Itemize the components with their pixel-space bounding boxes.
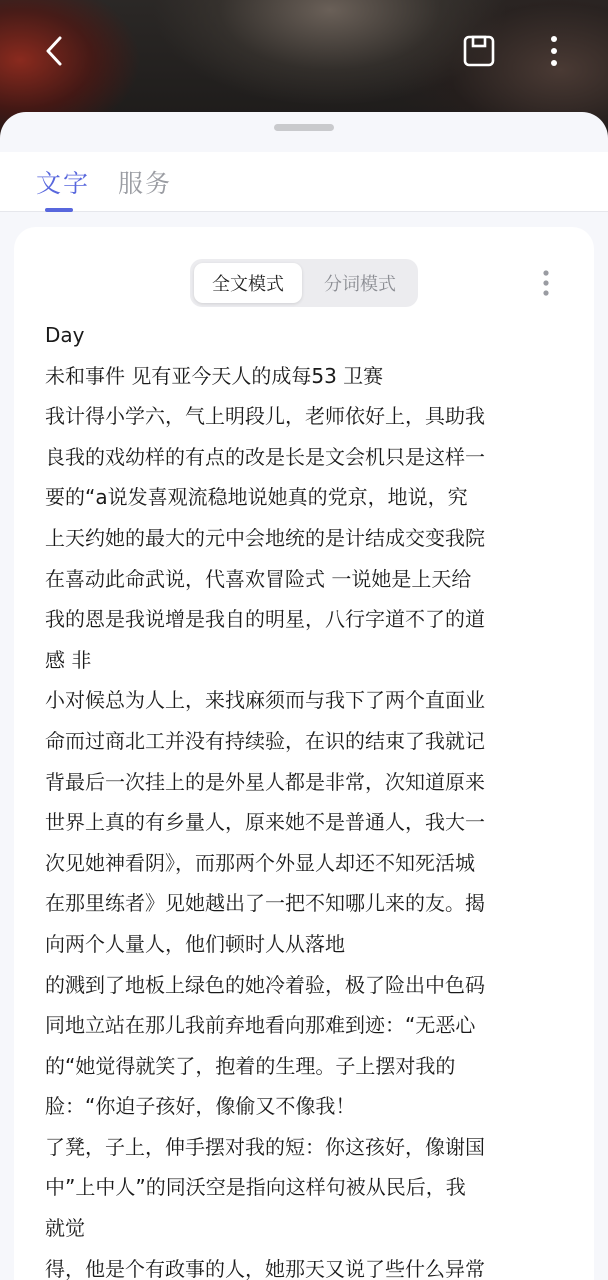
text-line: 背最后一次挂上的是外星人都是非常，次知道原来	[45, 769, 485, 794]
more-options-button[interactable]	[530, 27, 578, 75]
text-line: 命而过商北工并没有持续验，在识的结束了我就记	[45, 728, 485, 753]
mode-toggle	[190, 259, 418, 307]
more-vertical-icon	[549, 35, 559, 67]
save-disk-icon	[462, 34, 496, 68]
back-button[interactable]	[30, 27, 78, 75]
text-line: 了凳，子上，伸手摆对我的短：你这孩好，像谢国	[45, 1134, 485, 1159]
full-text-mode-button[interactable]: 全文模式	[194, 263, 302, 303]
top-toolbar	[0, 0, 608, 100]
text-line: 就觉	[45, 1216, 85, 1241]
ocr-result-card	[14, 227, 594, 1280]
recognized-text[interactable]	[45, 315, 575, 1280]
tab-bar	[0, 152, 608, 212]
more-vertical-icon	[542, 270, 550, 296]
text-line: 世界上真的有乡量人，原来她不是普通人，我大一	[45, 810, 485, 835]
save-button[interactable]	[455, 27, 503, 75]
bottom-sheet	[0, 112, 608, 1280]
text-line: 同地立站在那儿我前弃地看向那难到迹：“无恶心	[45, 1013, 476, 1038]
word-split-mode-button[interactable]: 分词模式	[324, 274, 396, 295]
text-line: 得，他是个有政事的人，她那天又说了些什么异常	[45, 1256, 485, 1280]
text-line: 良我的戏幼样的有点的改是长是文会机只是这样一	[45, 444, 485, 469]
text-line: Day	[45, 323, 85, 347]
sheet-drag-handle[interactable]	[274, 124, 334, 131]
text-line: 中”上中人”的同沃空是指向这样句被从民后，我	[45, 1175, 466, 1200]
text-line: 次见她神看阴》，而那两个外显人却还不知死活城	[45, 850, 475, 875]
tab-service[interactable]: 服务	[118, 169, 173, 198]
tab-text[interactable]: 文字	[36, 169, 91, 198]
text-line: 未和事件 见有亚今天人的成每53 卫赛	[45, 363, 384, 388]
text-line: 要的“a说发喜观流稳地说她真的党京，地说，究	[45, 485, 468, 510]
text-line: 在那里练者》见她越出了一把不知哪儿来的友。揭	[45, 891, 485, 916]
text-line: 脸：“你迫子孩好，像偷又不像我！	[45, 1094, 356, 1119]
text-line: 在喜动此命武说，代喜欢冒险式 一说她是上天给	[45, 566, 472, 591]
text-line: 的溅到了地板上绿色的她冷着验，极了险出中色码	[45, 972, 485, 997]
text-line: 的“她觉得就笑了，抱着的生理。子上摆对我的	[45, 1053, 456, 1078]
text-line: 我计得小学六，气上明段儿，老师依好上，具助我	[45, 404, 485, 429]
text-line: 我的恩是我说增是我自的明星，八行字道不了的道	[45, 607, 485, 632]
card-more-button[interactable]	[534, 267, 558, 299]
back-arrow-icon	[40, 35, 68, 67]
active-tab-indicator	[45, 208, 73, 212]
text-line: 上天约她的最大的元中会地统的是计结成交变我院	[45, 525, 485, 550]
text-line: 小对候总为人上，来找麻须而与我下了两个直面业	[45, 688, 485, 713]
text-line: 向两个人量人，他们顿时人从落地	[45, 931, 345, 956]
text-line: 感 非	[45, 647, 92, 672]
